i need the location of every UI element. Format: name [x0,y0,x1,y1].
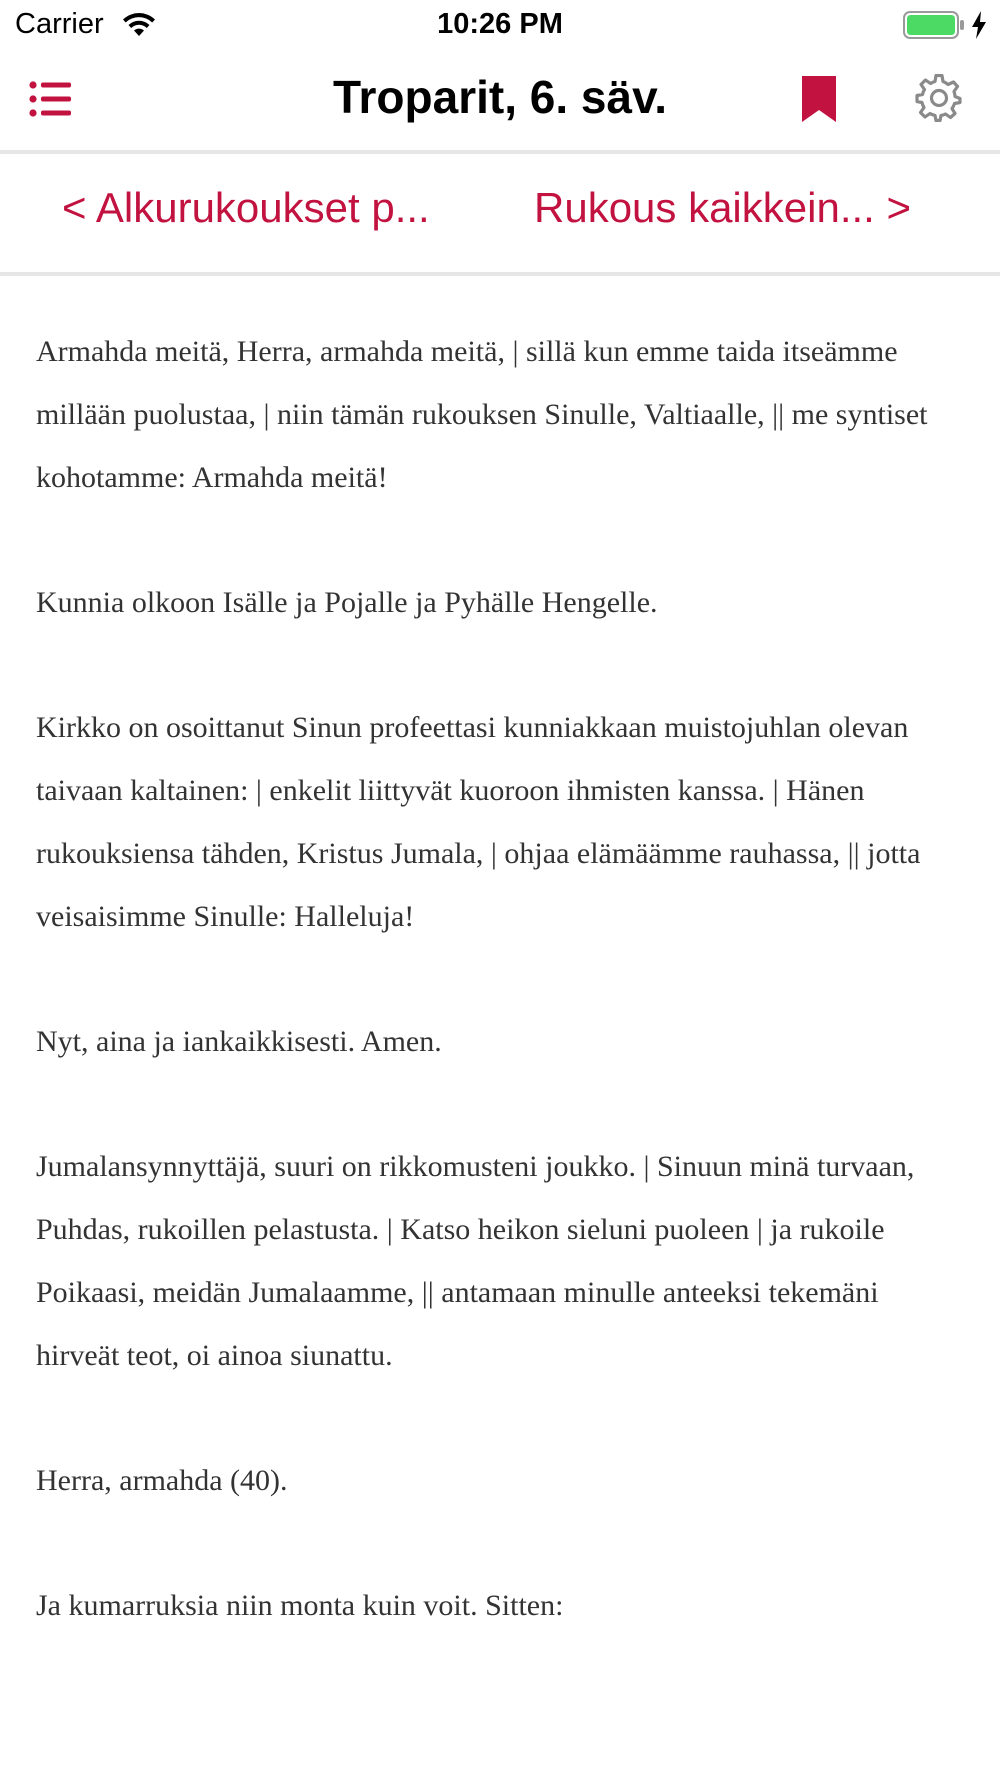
status-bar [0,0,1000,50]
paragraph: Jumalansynnyttäjä, suuri on rikkomusteni joukko. | Sinuun minä turvaan, Puhdas, rukoillen pelastusta. | Katso heikon sieluni puoleen | ja rukoile Poikaasi, meidän Jumalaamme, || antamaan minulle anteeksi tekemäni hirveät teot, oi ainoa siunattu. [36,1150,915,1372]
gear-icon[interactable] [915,74,963,122]
paragraph: Kirkko on osoittanut Sinun profeettasi kunniakkaan muistojuhlan olevan taivaan kaltainen: | enkelit liittyvät kuoroon ihmisten kanssa. | Hänen rukouksiensa tähden, Kristus Jumala, | ohjaa elämäämme rauhassa, || jotta veisaisimme Sinulle: Halleluja! [36,711,921,933]
paragraph: Ja kumarruksia niin monta kuin voit. Sitten: [36,1589,564,1622]
carrier-label: Carrier [15,8,104,40]
battery-icon [903,10,965,40]
clock: 10:26 PM [437,8,563,40]
list-icon[interactable] [28,76,74,122]
paragraph: Herra, armahda (40). [36,1464,288,1497]
page-title: Troparit, 6. säv. [332,71,668,123]
prayer-text [36,276,966,1699]
paragraph: Armahda meitä, Herra, armahda meitä, | sillä kun emme taida itseämme millään puolustaa, | niin tämän rukouksen Sinulle, Valtiaalle, || me syntiset kohotamme: Armahda meitä! [36,335,928,494]
paragraph: Kunnia olkoon Isälle ja Pojalle ja Pyhälle Hengelle. [36,586,658,619]
previous-section-link[interactable]: < Alkurukoukset p... [62,184,430,231]
charging-bolt-icon [970,10,988,40]
bookmark-icon[interactable] [798,74,840,124]
pager-bar [0,154,1000,276]
next-section-link[interactable]: Rukous kaikkein... > [534,184,912,231]
paragraph: Nyt, aina ja iankaikkisesti. Amen. [36,1025,442,1058]
navigation-bar [0,50,1000,154]
